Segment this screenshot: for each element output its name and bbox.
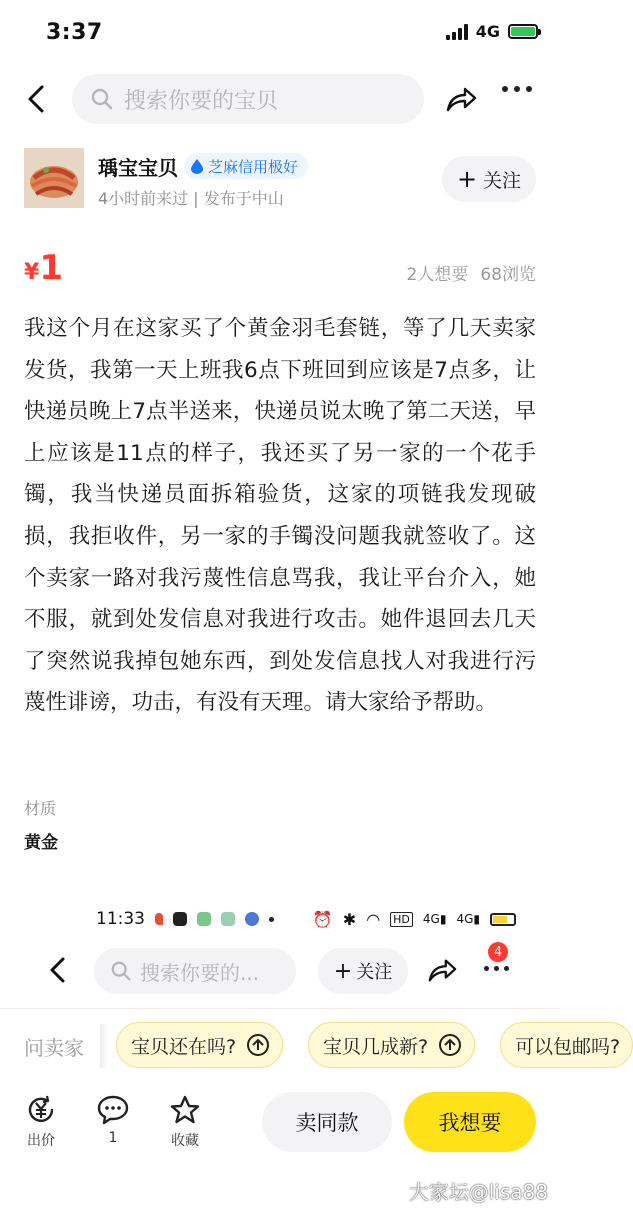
follow-button[interactable] [442, 156, 536, 202]
top-nav [0, 70, 560, 128]
battery-icon [490, 913, 516, 926]
want-button[interactable]: 我想要 [404, 1092, 536, 1152]
share-icon[interactable] [444, 82, 478, 116]
comment-button[interactable] [88, 1094, 138, 1146]
question-chip[interactable] [500, 1022, 633, 1068]
phone-app-icon [197, 912, 211, 926]
app-icon [245, 912, 259, 926]
plus-icon: + [456, 165, 478, 193]
notification-badge: 4 [488, 942, 508, 962]
search-placeholder: 搜索你要的宝贝 [124, 88, 279, 114]
bid-button[interactable] [16, 1094, 66, 1150]
dot-icon [269, 917, 274, 922]
sell-same-button[interactable]: 卖同款 [262, 1092, 392, 1152]
quick-questions [0, 1020, 621, 1072]
follow-label: 关注 [483, 169, 522, 192]
question-chip[interactable] [116, 1022, 283, 1068]
favorite-label: 收藏 [171, 1133, 199, 1149]
star-icon [169, 1094, 201, 1126]
question-chip-label: 宝贝几成新? [323, 1035, 429, 1058]
price-currency: ¥ [24, 260, 40, 285]
attribute-label: 材质 [24, 799, 57, 818]
seller-name[interactable]: 瑀宝宝贝 [98, 156, 178, 180]
send-up-icon [438, 1033, 462, 1057]
credit-badge-label: 芝麻信用极好 [208, 157, 299, 176]
embedded-status-bar [96, 906, 516, 932]
embedded-search-input[interactable] [94, 948, 296, 994]
bid-label: 出价 [27, 1133, 55, 1149]
hd-icon: HD [390, 912, 413, 927]
item-stats [407, 260, 536, 285]
search-placeholder: 搜索你要的... [140, 960, 260, 985]
follow-label: 关注 [356, 962, 393, 983]
divider [0, 1008, 560, 1009]
app-icon [221, 912, 235, 926]
signal-icon [446, 24, 468, 40]
search-input[interactable] [72, 74, 424, 124]
item-price [24, 248, 63, 288]
share-icon[interactable] [426, 954, 458, 986]
price-value: 1 [39, 248, 63, 288]
credit-badge [184, 153, 308, 179]
search-icon [90, 87, 114, 111]
more-options-icon[interactable] [484, 966, 509, 971]
attribute-value: 黄金 [24, 833, 58, 853]
favorite-button[interactable] [160, 1094, 210, 1150]
back-arrow-icon[interactable] [22, 82, 52, 116]
location-icon [155, 913, 163, 925]
plus-icon: + [333, 958, 353, 984]
yuan-icon [25, 1094, 57, 1126]
seller-avatar[interactable] [24, 148, 84, 208]
embedded-top-nav [0, 942, 560, 1000]
more-options-icon[interactable] [502, 86, 532, 92]
status-bar [0, 0, 560, 66]
view-count: 68浏览 [480, 265, 536, 285]
follow-button[interactable] [318, 948, 408, 994]
embedded-status-time: 11:33 [96, 909, 145, 929]
status-indicators [446, 22, 538, 41]
credit-drop-icon [190, 158, 204, 174]
bluetooth-icon: ✱ [342, 909, 357, 929]
question-chip-label: 宝贝还在吗? [131, 1035, 237, 1058]
bottom-action-bar [0, 1086, 560, 1166]
wechat-icon [173, 912, 187, 926]
search-icon [110, 960, 132, 982]
item-description: 我这个月在这家买了个黄金羽毛套链，等了几天卖家发货，我第一天上班我6点下班回到应该是7点多，让快递员晚上7点半送来，快递员说太晚了第二天送，早上应该是11点的样子，我还买了另一家的一个花手镯，我当快递员面拆箱验货，这家的项链我发现破损，我拒收件，另一家的手镯没问题我就签收了。这个卖家一路对我污蔑性信息骂我，我让平台介入，她不服，就到处发信息对我进行攻击。她件退回去几天了突然说我掉包她东西，到处发信息找人对我进行污蔑性诽谤，功击，有没有天理。请大家给予帮助。 [24, 316, 536, 716]
question-chip[interactable] [308, 1022, 475, 1068]
question-chip-label: 可以包邮吗? [515, 1035, 621, 1058]
send-up-icon [246, 1033, 270, 1057]
want-count: 2人想要 [406, 265, 469, 285]
comment-icon [96, 1094, 130, 1126]
battery-icon [508, 24, 538, 39]
separator [100, 1024, 108, 1068]
back-arrow-icon[interactable] [44, 954, 72, 986]
network-type: 4G [475, 22, 500, 41]
signal-4g-icon: 4G▮ [422, 912, 447, 926]
signal-4g-icon: 4G▮ [456, 912, 480, 926]
seller-meta: 4小时前来过 | 发布于中山 [98, 189, 284, 208]
wifi-icon: ◠ [366, 909, 381, 929]
watermark: 大家坛@lisa88 [408, 1180, 548, 1204]
alarm-icon: ⏰ [312, 909, 333, 929]
comment-count: 1 [108, 1130, 118, 1146]
ask-seller-label: 问卖家 [24, 1036, 84, 1060]
seller-info [24, 148, 536, 212]
status-time: 3:37 [46, 20, 103, 45]
